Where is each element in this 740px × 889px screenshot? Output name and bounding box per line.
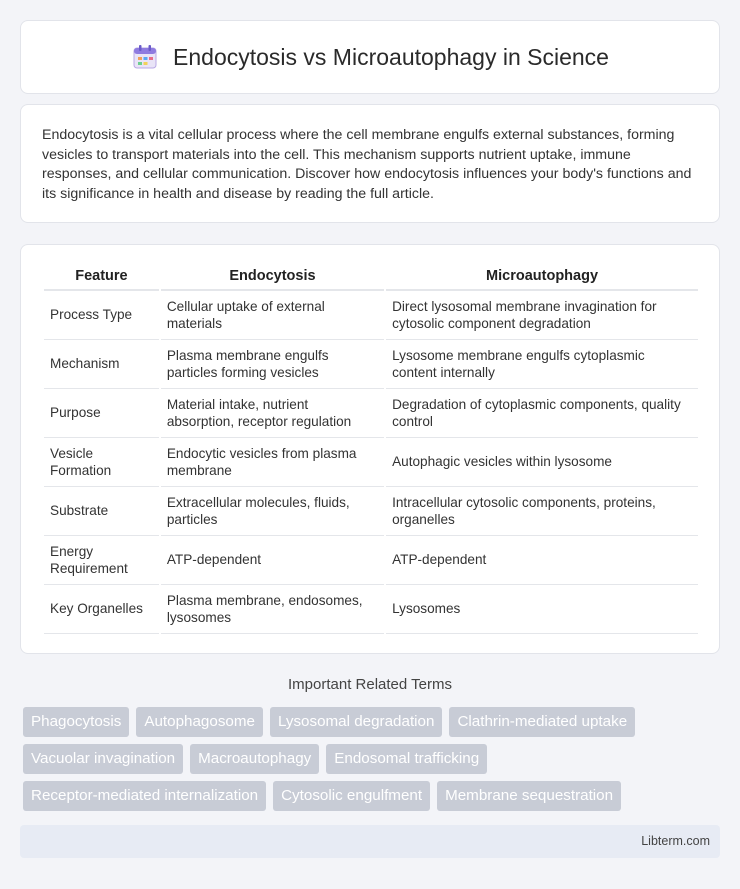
related-term-tag[interactable]: Endosomal trafficking (326, 744, 487, 774)
endocytosis-cell: ATP-dependent (161, 536, 384, 585)
microautophagy-cell: Lysosome membrane engulfs cytoplasmic content internally (386, 340, 698, 389)
microautophagy-cell: Autophagic vesicles within lysosome (386, 438, 698, 487)
microautophagy-cell: Degradation of cytoplasmic components, quality control (386, 389, 698, 438)
endocytosis-cell: Plasma membrane engulfs particles forming vesicles (161, 340, 384, 389)
related-term-tag[interactable]: Macroautophagy (190, 744, 319, 774)
intro-text: Endocytosis is a vital cellular process where the cell membrane engulfs external substances, forming vesicles to transport materials into the cell. This mechanism supports nutrient uptake, immune responses, and cellular communication. Discover how endocytosis influences your body's functions and its significance in health and disease by reading the full article. (42, 127, 692, 202)
related-term-tag[interactable]: Lysosomal degradation (270, 707, 442, 737)
related-term-tag[interactable]: Clathrin-mediated uptake (449, 707, 635, 737)
table-row (44, 487, 698, 536)
related-term-tag[interactable]: Cytosolic engulfment (273, 781, 430, 811)
related-terms-heading: Important Related Terms (288, 676, 452, 693)
table-row (44, 438, 698, 487)
related-term-tag[interactable]: Autophagosome (136, 707, 263, 737)
feature-cell: Vesicle Formation (44, 438, 159, 487)
comparison-table-card (20, 244, 720, 654)
microautophagy-cell: Intracellular cytosolic components, proteins, organelles (386, 487, 698, 536)
footer-site-link[interactable]: Libterm.com (641, 834, 710, 848)
table-header-row (44, 263, 698, 291)
feature-cell: Mechanism (44, 340, 159, 389)
endocytosis-cell: Extracellular molecules, fluids, particles (161, 487, 384, 536)
microautophagy-cell: Direct lysosomal membrane invagination for cytosolic component degradation (386, 291, 698, 340)
feature-cell: Energy Requirement (44, 536, 159, 585)
related-terms-list (23, 707, 723, 818)
page-title: Endocytosis vs Microautophagy in Science (173, 43, 609, 70)
table-row (44, 536, 698, 585)
table-row (44, 291, 698, 340)
table-row (44, 389, 698, 438)
microautophagy-cell: Lysosomes (386, 585, 698, 634)
tag-row (23, 781, 723, 811)
microautophagy-cell: ATP-dependent (386, 536, 698, 585)
endocytosis-cell: Cellular uptake of external materials (161, 291, 384, 340)
header-feature: Feature (44, 263, 159, 291)
title-card (20, 20, 720, 94)
endocytosis-cell: Endocytic vesicles from plasma membrane (161, 438, 384, 487)
related-term-tag[interactable]: Receptor-mediated internalization (23, 781, 266, 811)
footer (20, 825, 720, 858)
tag-row (23, 707, 723, 737)
comparison-table (42, 263, 700, 634)
tag-row (23, 744, 723, 774)
feature-cell: Process Type (44, 291, 159, 340)
header-microautophagy: Microautophagy (386, 263, 698, 291)
related-term-tag[interactable]: Vacuolar invagination (23, 744, 183, 774)
intro-card (20, 104, 720, 223)
table-row (44, 585, 698, 634)
feature-cell: Key Organelles (44, 585, 159, 634)
related-term-tag[interactable]: Membrane sequestration (437, 781, 621, 811)
endocytosis-cell: Material intake, nutrient absorption, receptor regulation (161, 389, 384, 438)
calendar-icon (131, 43, 159, 71)
table-row (44, 340, 698, 389)
related-term-tag[interactable]: Phagocytosis (23, 707, 129, 737)
header-endocytosis: Endocytosis (161, 263, 384, 291)
endocytosis-cell: Plasma membrane, endosomes, lysosomes (161, 585, 384, 634)
feature-cell: Purpose (44, 389, 159, 438)
feature-cell: Substrate (44, 487, 159, 536)
